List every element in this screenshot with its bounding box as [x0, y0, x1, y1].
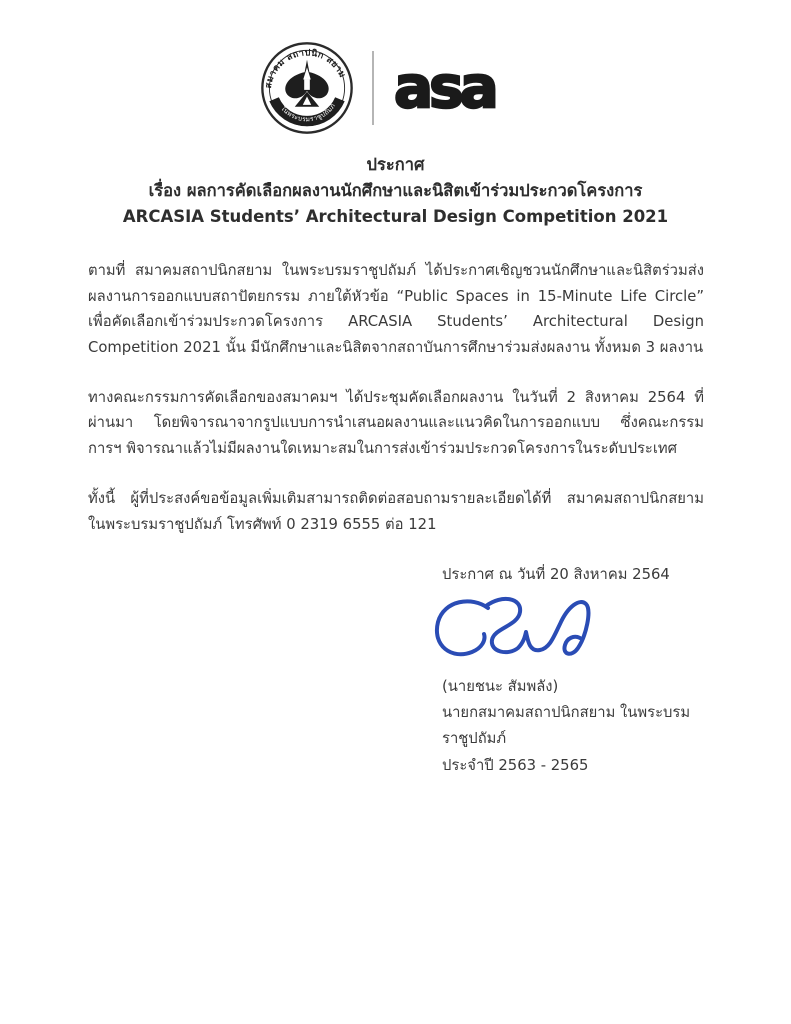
- asa-seal-icon: [260, 41, 354, 135]
- paragraph-1: ตามที่ สมาคมสถาปนิกสยาม ในพระบรมราชูปถัมภ์ ได้ประกาศเชิญชวนนักศึกษาและนิสิตร่วมส่งผลงานการออกแบบสถาปัตยกรรม ภายใต้หัวข้อ “Public Spaces in 15-Minute Life Circle” เพื่อคัดเลือกเข้าร่วมประกวดโครงการ ARCASIA Students’ Architectural Design Competition 2021 นั้น มีนักศึกษาและนิสิตจากสถาบันการศึกษาร่วมส่งผลงาน ทั้งหมด 3 ผลงาน: [88, 262, 704, 356]
- logo-row: [0, 0, 791, 136]
- doc-title: ประกาศ: [366, 155, 425, 174]
- title-block: [0, 152, 791, 230]
- paragraph-2: ทางคณะกรรมการคัดเลือกของสมาคมฯ ได้ประชุมคัดเลือกผลงาน ในวันที่ 2 สิงหาคม 2564 ที่ผ่านมา โดยพิจารณาจากรูปแบบการนำเสนอผลงานและแนวคิดในการออกแบบ ซึ่งคณะกรรมการฯ พิจารณาแล้วไม่มีผลงานใดเหมาะสมในการส่งเข้าร่วมประกวดโครงการในระดับประเทศ: [88, 388, 704, 457]
- signer-block: [442, 674, 704, 779]
- closing-block: [88, 562, 704, 779]
- asa-wordmark-logo: [392, 57, 532, 119]
- asa-wordmark-text: asa: [393, 57, 495, 119]
- signer-term: ประจำปี 2563 - 2565: [442, 756, 589, 774]
- signer-name: (นายชนะ สัมพลัง): [442, 677, 559, 695]
- signer-title: นายกสมาคมสถาปนิกสยาม ในพระบรมราชูปถัมภ์: [442, 703, 691, 748]
- announcement-date: ประกาศ ณ วันที่ 20 สิงหาคม 2564: [442, 566, 670, 584]
- signature-image: [428, 592, 704, 672]
- seal-bottom-text: ในพระบรมราชูปถัมภ์: [278, 101, 337, 124]
- doc-subject: เรื่อง ผลการคัดเลือกผลงานนักศึกษาและนิสิตเข้าร่วมประกวดโครงการ: [148, 181, 643, 201]
- doc-competition-name: ARCASIA Students’ Architectural Design Competition 2021: [122, 207, 669, 227]
- seal-top-text: สมาคม สถาปนิก สยาม: [263, 48, 347, 90]
- logo-divider: [372, 51, 374, 125]
- document-body: [88, 258, 704, 779]
- paragraph-3: ทั้งนี้ ผู้ที่ประสงค์ขอข้อมูลเพิ่มเติมสามารถติดต่อสอบถามรายละเอียดได้ที่ สมาคมสถาปนิกสยาม ในพระบรมราชูปถัมภ์ โทรศัพท์ 0 2319 6555 ต่อ 121: [88, 490, 704, 533]
